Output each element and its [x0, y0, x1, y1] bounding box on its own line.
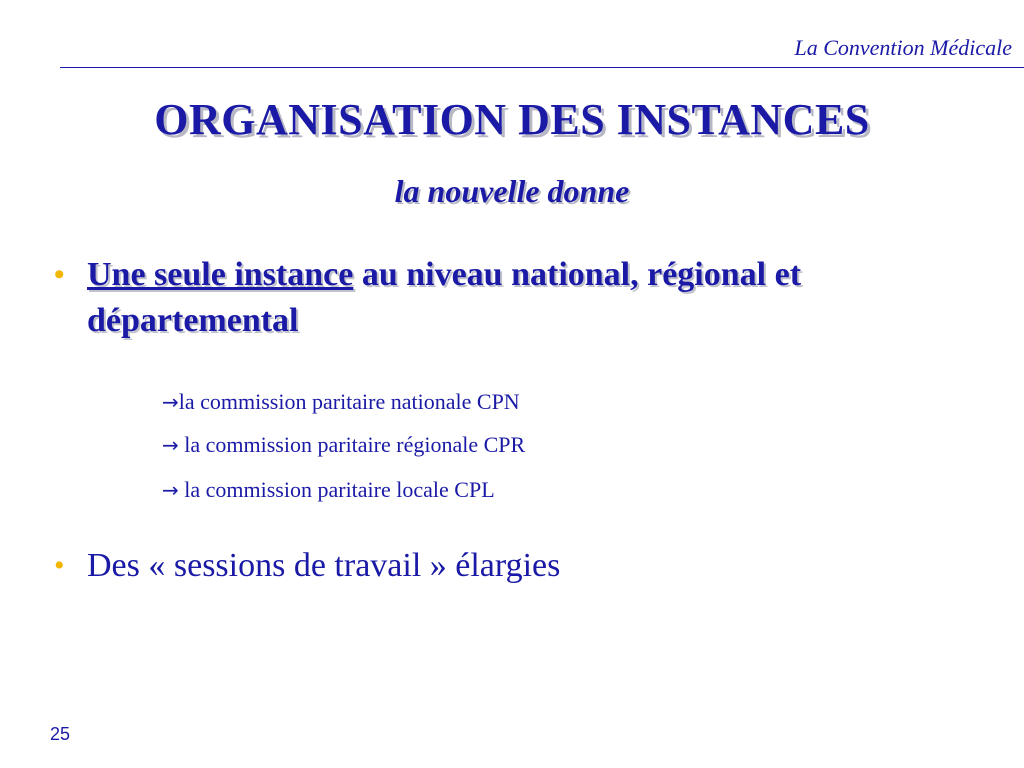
arrow-right-icon: →: [162, 433, 179, 457]
arrow-right-icon: →: [162, 390, 179, 414]
sub-item-text: la commission paritaire régionale CPR: [178, 432, 526, 457]
header-title: La Convention Médicale: [794, 35, 1012, 60]
sub-item-cpl: [162, 477, 495, 503]
bullet-text: Des « sessions de travail » élargies: [87, 547, 561, 584]
bullet-underlined-text: Une seule instance: [87, 256, 354, 293]
arrow-right-icon: →: [162, 478, 179, 502]
slide-subtitle: la nouvelle donne: [394, 173, 630, 209]
bullet-text: [50, 252, 1000, 344]
header-divider: [60, 67, 1024, 68]
sub-item-text: la commission paritaire nationale CPN: [178, 389, 520, 414]
sub-item-text: la commission paritaire locale CPL: [178, 477, 495, 502]
bullet-icon: •: [54, 258, 65, 291]
page-number: 25: [50, 724, 71, 744]
sub-item-cpn: [162, 389, 520, 415]
bullet-item-1: [50, 252, 1000, 344]
sub-item-cpr: [162, 432, 525, 458]
bullet-icon: •: [54, 549, 65, 582]
slide-title: ORGANISATION DES INSTANCES: [154, 95, 870, 144]
bullet-rest-text: au niveau national, régional et départemental: [87, 256, 802, 339]
bullet-item-2: [50, 543, 1000, 589]
